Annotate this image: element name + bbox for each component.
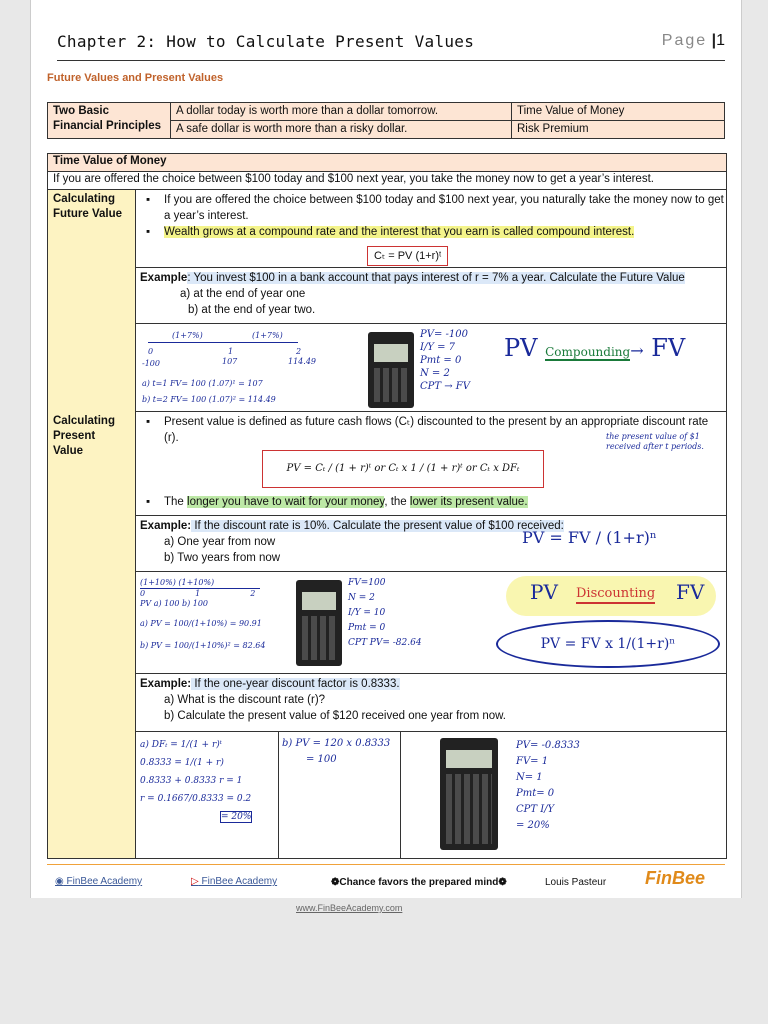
pv-120-solution: b) PV = 120 x 0.8333 = 100 xyxy=(282,738,391,765)
pv-ex2-a: a) What is the discount rate (r)? xyxy=(164,694,326,706)
pv-handwritten xyxy=(136,572,726,674)
document-page xyxy=(30,0,742,898)
principles-table xyxy=(47,102,725,139)
fv-part-b: b) at the end of year two. xyxy=(188,304,316,316)
footer-youtube[interactable]: ▷ FinBee Academy xyxy=(191,876,278,887)
principles-label: Two Basic Financial Principles xyxy=(48,103,171,139)
pv-example-2: Example: If the one-year discount factor is 0.8333. a) What is the discount rate (r)? b) Calculate the present value of $120 received one year from now. xyxy=(136,674,726,732)
calculator-image xyxy=(368,332,414,408)
fv-bullet-2: ▪ Wealth grows at a compound rate and the interest that you earn is called compound interest. xyxy=(136,224,726,240)
page-header xyxy=(57,30,725,61)
fv-bullet-1: ▪ If you are offered the choice between $100 today and $100 next year, you naturally take the money now to get a year’s interest. xyxy=(136,192,726,224)
section-title: Future Values and Present Values xyxy=(47,72,224,84)
pv-bullet-2: ▪ The longer you have to wait for your money, the lower its present value. xyxy=(136,494,528,510)
tvm-title: Time Value of Money xyxy=(48,154,726,172)
footer-url[interactable]: www.FinBeeAcademy.com xyxy=(296,903,403,913)
fv-example: Example: You invest $100 in a bank account that pays interest of r = 7% a year. Calculate the Future Value a) at the end of year one b) at the end of year two. xyxy=(136,268,726,324)
pv-formula: PV = Cₜ / (1 + r)ᵗ or Cₜ x 1 / (1 + r)ᵗ or Cₜ x DFₜ xyxy=(262,450,544,488)
youtube-icon: ▷ xyxy=(191,876,199,887)
pv-circled-equation: PV = FV x 1/(1+r)ⁿ xyxy=(496,620,720,668)
pv-example-1: Example: If the discount rate is 10%. Calculate the present value of $100 received: a) One year from now b) Two years from now PV = FV / (1+r)ⁿ xyxy=(136,516,726,572)
rate-calc-steps: PV= -0.8333 FV= 1 N= 1 Pmt= 0 CPT I/Y = 20% xyxy=(516,740,580,831)
pv-hand-formula: PV = FV / (1+r)ⁿ xyxy=(522,528,657,547)
pv-ex2-b: b) Calculate the present value of $120 received one year from now. xyxy=(164,710,507,722)
fv-bullets xyxy=(136,190,726,268)
facebook-icon: ◉ xyxy=(55,876,64,887)
pv-ex1-a: a) One year from now xyxy=(164,536,276,548)
pv-calc-steps: FV=100 N = 2 I/Y = 10 Pmt = 0 CPT PV= -82.64 xyxy=(348,578,422,648)
pv-formula-note: the present value of $1 received after t periods. xyxy=(606,432,704,451)
calculator-image xyxy=(296,580,342,666)
principle-statement: A safe dollar is worth more than a risky dollar. xyxy=(171,121,512,139)
footer-quote: ❁Chance favors the prepared mind❁ xyxy=(331,877,507,888)
footer-author: Louis Pasteur xyxy=(545,877,607,888)
pv-bullet-1: ▪ Present value is defined as future cash flows (Cₜ) discounted to the present by an appropriate discount rate (r). xyxy=(136,414,726,446)
calculator-image xyxy=(440,738,498,850)
pv-handwritten-2 xyxy=(136,732,726,858)
finbee-logo: FinBee xyxy=(645,868,706,888)
footer-facebook[interactable]: ◉ FinBee Academy xyxy=(55,876,143,887)
main-table xyxy=(47,153,727,859)
pv-discounting-diagram: PV Discounting FV xyxy=(506,576,716,616)
principle-statement: A dollar today is worth more than a dollar tomorrow. xyxy=(171,103,512,121)
chapter-title: Chapter 2: How to Calculate Present Values xyxy=(57,32,475,51)
fv-formula: Cₜ = PV (1+r)ᵗ xyxy=(367,246,448,266)
pv-timeline: (1+10%) (1+10%) 0 1 2 PV a) 100 b) 100 a) PV = 100/(1+10%) = 90.91 b) PV = 100/(1+10%)² = 82.64 xyxy=(140,578,266,650)
footer-divider xyxy=(47,864,725,865)
pv-ex1-b: b) Two years from now xyxy=(164,552,281,564)
fv-part-a: a) at the end of year one xyxy=(180,288,306,300)
pv-label: Calculating Present Value xyxy=(48,412,136,858)
fv-calc-steps: PV= -100 I/Y = 7 Pmt = 0 N = 2 CPT → FV xyxy=(420,329,470,392)
pv-bullets xyxy=(136,412,726,516)
principle-concept: Risk Premium xyxy=(512,121,725,139)
fv-compounding-diagram: PV Compounding→ FV xyxy=(504,334,686,362)
tvm-intro: If you are offered the choice between $100 today and $100 next year, you take the money now to get a year’s interest. xyxy=(48,172,726,190)
page-number: Page |1 xyxy=(661,32,725,49)
df-solution: a) DFₜ = 1/(1 + r)ᵗ 0.8333 = 1/(1 + r) 0.8333 + 0.8333 r = 1 r = 0.1667/0.8333 = 0.2 = 20% xyxy=(140,740,252,822)
fv-handwritten: (1+7%) (1+7%) 0 1 2 -100 107 114.49 a) t=1 FV= 100 (1.07)¹ = 107 b) t=2 FV= 100 (1.07)² = 114.49 PV= -100 I/Y = 7 Pmt = 0 N = 2 CPT → FV PV Compounding→ FV xyxy=(136,324,726,412)
principle-concept: Time Value of Money xyxy=(512,103,725,121)
fv-label: Calculating Future Value xyxy=(48,190,136,412)
